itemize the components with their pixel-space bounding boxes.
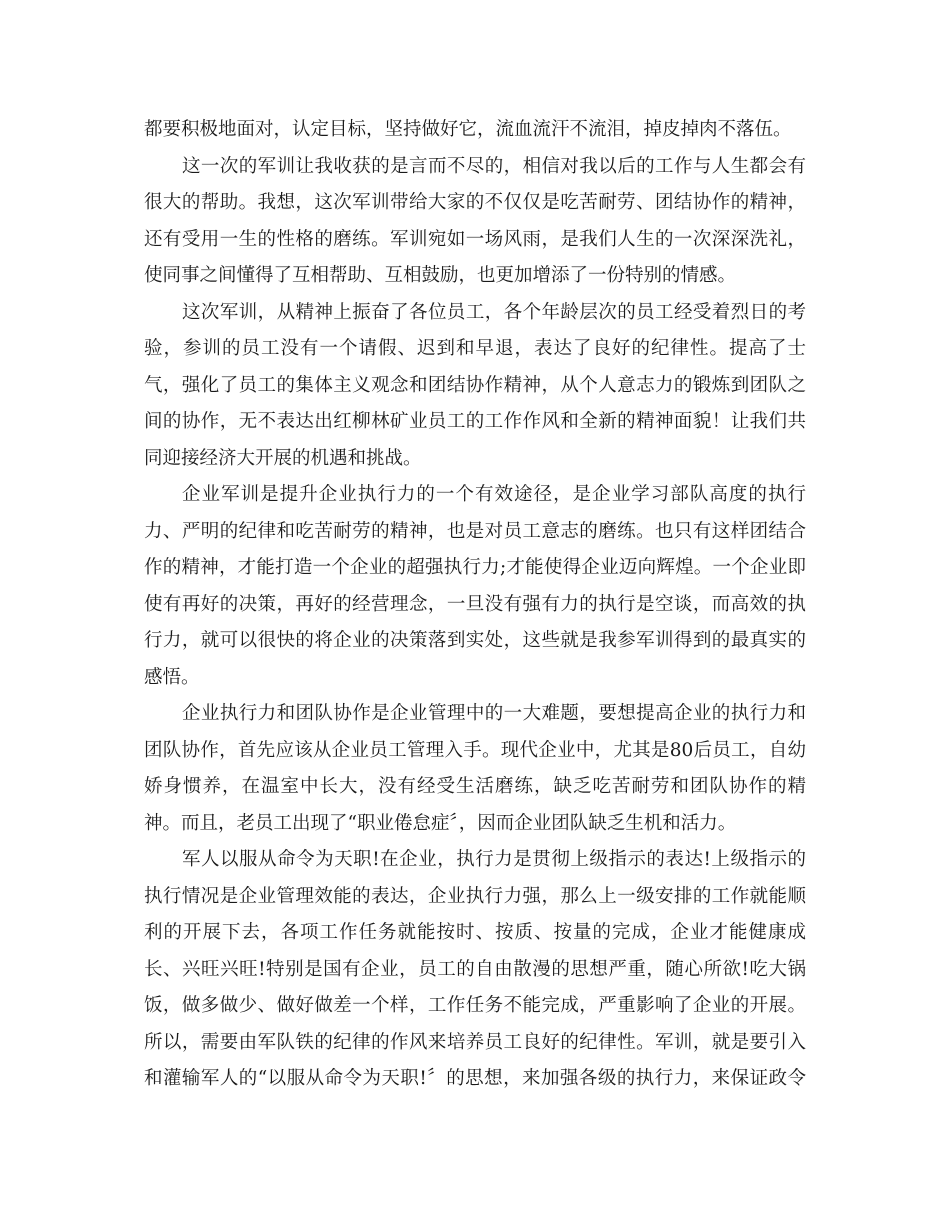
paragraph-start-line: 军人以服从命令为天职!在企业，执行力是贯彻上级指示的表达!上级指示的 <box>182 849 806 870</box>
text-line: 神。而且，老员工出现了“职业倦怠症〞，因而企业团队缺乏生机和活力。 <box>144 812 737 834</box>
text-line: 利的开展下去，各项工作任务就能按时、按质、按量的完成，企业才能健康成 <box>144 922 806 943</box>
text-line: 同迎接经济大开展的机遇和挑战。 <box>144 447 422 469</box>
text-line: 团队协作，首先应该从企业员工管理入手。现代企业中，尤其是80后员工，自幼 <box>144 739 806 761</box>
text-line: 执行情况是企业管理效能的表达，企业执行力强，那么上一级安排的工作就能顺 <box>144 885 806 907</box>
text-line: 都要积极地面对，认定目标，坚持做好它，流血流汗不流泪，掉皮掉肉不落伍。 <box>144 119 792 140</box>
text-line: 很大的帮助。我想，这次军训带给大家的不仅仅是吃苦耐劳、团结协作的精神， <box>144 192 806 213</box>
text-line: 作的精神，才能打造一个企业的超强执行力;才能使得企业迈向辉煌。一个企业即 <box>144 557 806 578</box>
text-line: 和灌输军人的“以服从命令为天职!〞的思想，来加强各级的执行力，来保证政令 <box>144 1068 806 1089</box>
text-line: 间的协作，无不表达出红柳林矿业员工的工作作风和全新的精神面貌！让我们共 <box>144 411 806 432</box>
text-line: 力、严明的纪律和吃苦耐劳的精神，也是对员工意志的磨练。也只有这样团结合 <box>144 520 806 542</box>
paragraph-start-line: 企业军训是提升企业执行力的一个有效途径，是企业学习部队高度的执行 <box>182 484 806 505</box>
text-line: 行力，就可以很快的将企业的决策落到实处，这些就是我参军训得到的最真实的 <box>144 630 806 651</box>
text-line: 娇身惯养，在温室中长大，没有经受生活磨练，缺乏吃苦耐劳和团队协作的精 <box>144 776 806 797</box>
text-line: 感悟。 <box>144 666 200 688</box>
text-line: 使有再好的决策，再好的经营理念，一旦没有强有力的执行是空谈，而高效的执 <box>144 593 806 615</box>
paragraph-start-line: 企业执行力和团队协作是企业管理中的一大难题，要想提高企业的执行力和 <box>182 703 806 724</box>
text-line: 所以，需要由军队铁的纪律的作风来培养员工良好的纪律性。军训，就是要引入 <box>144 1031 806 1053</box>
text-line: 验，参训的员工没有一个请假、迟到和早退，表达了良好的纪律性。提高了士 <box>144 338 806 359</box>
text-line: 长、兴旺兴旺!特别是国有企业，员工的自由散漫的思想严重，随心所欲!吃大锅 <box>144 958 806 980</box>
text-line: 还有受用一生的性格的磨练。军训宛如一场风雨，是我们人生的一次深深洗礼， <box>144 228 806 250</box>
paragraph-start-line: 这次军训，从精神上振奋了各位员工，各个年龄层次的员工经受着烈日的考 <box>182 301 806 323</box>
text-line: 使同事之间懂得了互相帮助、互相鼓励，也更加增添了一份特别的情感。 <box>144 265 737 286</box>
text-line: 饭，做多做少、做好做差一个样，工作任务不能完成，严重影响了企业的开展。 <box>144 995 806 1016</box>
text-line: 气，强化了员工的集体主义观念和团结协作精神，从个人意志力的锻炼到团队之 <box>144 374 806 396</box>
document-body <box>144 112 806 1098</box>
paragraph-start-line: 这一次的军训让我收获的是言而不尽的，相信对我以后的工作与人生都会有 <box>182 155 806 177</box>
